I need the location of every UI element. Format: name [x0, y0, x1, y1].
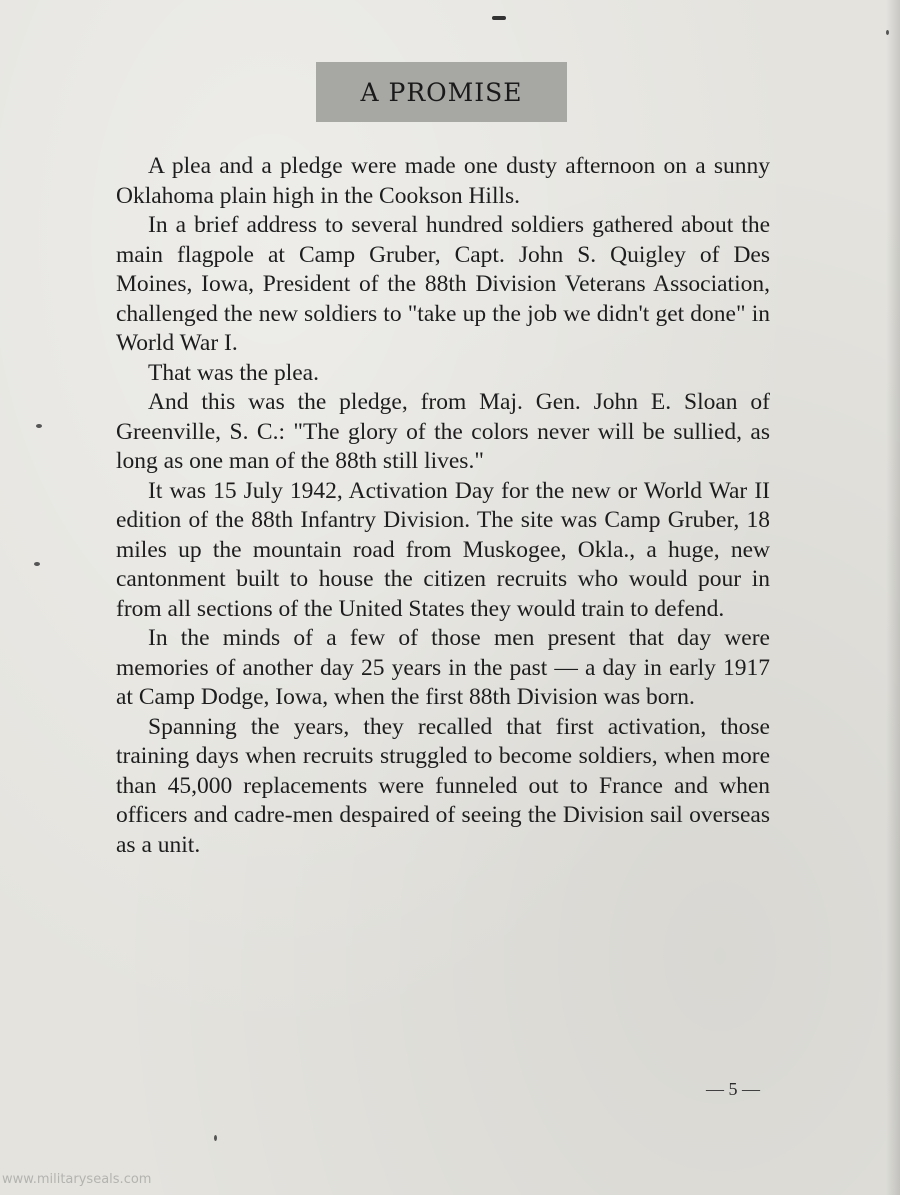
paragraph-7: Spanning the years, they recalled that first activation, those training days when recruits struggled to become soldiers, when more than 45,000 replacements were funneled out to France and when officers and cadre-men despaired of seeing the Division sail overseas as a unit. [116, 713, 770, 858]
print-speck [36, 424, 42, 428]
paragraph-6: In the minds of a few of those men present that day were memories of another day 25 years in the past — a day in early 1917 at Camp Dodge, Iowa, when the first 88th Division was born. [116, 625, 770, 710]
page-title: A PROMISE [360, 77, 523, 107]
watermark: www.militaryseals.com [2, 1172, 152, 1187]
page-edge-shadow [886, 0, 900, 1195]
paragraph-2: In a brief address to several hundred soldiers gathered about the main flagpole at Camp Gruber, Capt. John S. Quigley of Des Moines, Iowa, President of the 88th Division Veterans Association, challenged the new soldiers to "take up the job we didn't get done" in World War I. [116, 212, 770, 356]
print-speck [886, 30, 889, 35]
page-number: — 5 — [706, 1079, 760, 1099]
top-print-mark [492, 16, 506, 20]
paragraph-5: It was 15 July 1942, Activation Day for the new or World War II edition of the 88th Infantry Division. The site was Camp Gruber, 18 miles up the mountain road from Muskogee, Okla., a huge, new cantonment built to house the citizen recruits who would pour in from all sections of the United States they would train to defend. [116, 477, 770, 622]
print-speck [214, 1135, 217, 1141]
paragraph-1: A plea and a pledge were made one dusty afternoon on a sunny Oklahoma plain high in the Cookson Hills. [116, 153, 770, 209]
article-body [116, 152, 770, 860]
paragraph-3: That was the plea. [148, 359, 319, 386]
print-speck [34, 562, 40, 566]
paragraph-4: And this was the pledge, from Maj. Gen. John E. Sloan of Greenville, S. C.: "The glory of the colors never will be sullied, as long as one man of the 88th still lives." [116, 389, 770, 474]
title-banner [316, 62, 567, 122]
